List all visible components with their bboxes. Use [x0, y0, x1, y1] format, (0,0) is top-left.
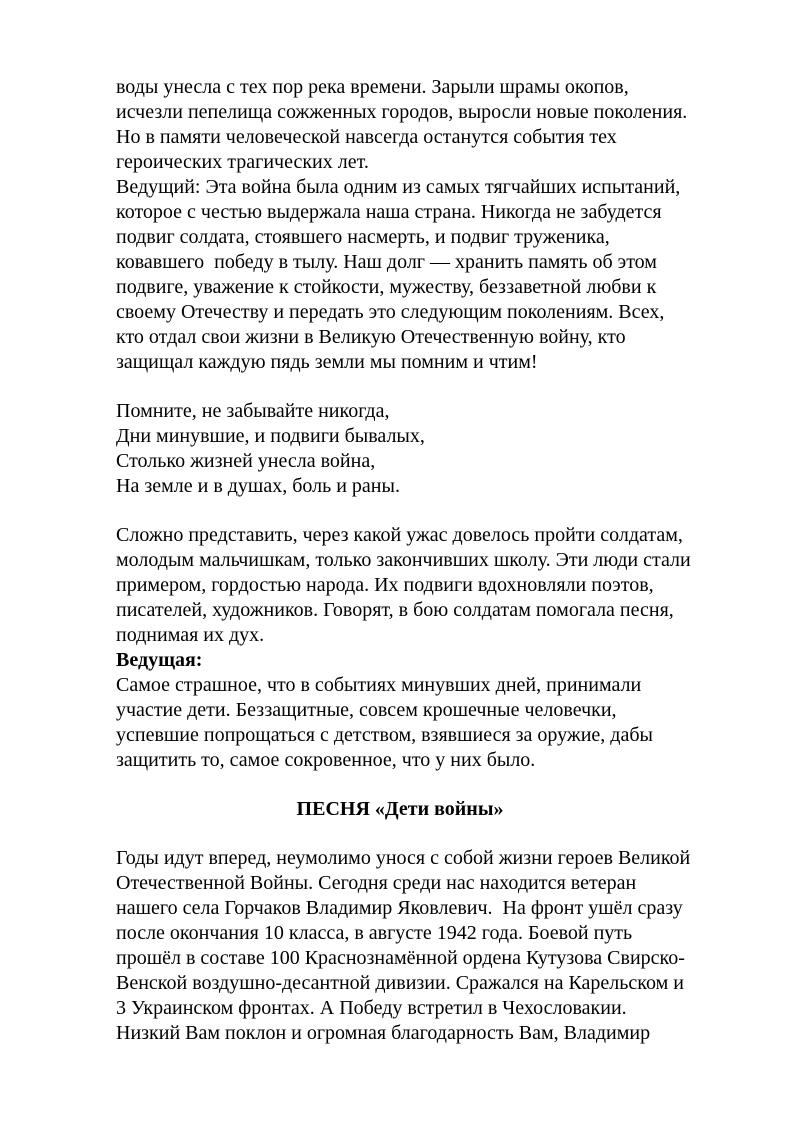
text-line: прошёл в составе 100 Краснознамённой ордена Кутузова Свирско-	[116, 947, 685, 969]
song-heading: ПЕСНЯ «Дети войны»	[296, 798, 504, 820]
text-line: защищал каждую пядь земли мы помним и чтим!	[116, 351, 538, 373]
poem-line: Дни минувшие, и подвиги бывалых,	[116, 425, 425, 447]
text-line: 3 Украинском фронтах. А Победу встретил в Чехословакии.	[116, 997, 627, 1019]
text-line: Но в памяти человеческой навсегда останутся события тех	[116, 126, 617, 148]
text-line: Отечественной Войны. Сегодня среди нас находится ветеран	[116, 872, 637, 894]
text-line: писателей, художников. Говорят, в бою солдатам помогала песня,	[116, 599, 674, 621]
text-line: Низкий Вам поклон и огромная благодарность Вам, Владимир	[116, 1022, 651, 1044]
text-line: ковавшего победу в тылу. Наш долг — хранить память об этом	[116, 251, 657, 273]
text-line: подвиг солдата, стоявшего насмерть, и подвиг труженика,	[116, 226, 610, 248]
text-line: Самое страшное, что в событиях минувших дней, принимали	[116, 674, 642, 696]
text-line: Ведущий: Эта война была одним из самых тягчайших испытаний,	[116, 176, 681, 198]
text-line: воды унесла с тех пор река времени. Зарыли шрамы окопов,	[116, 76, 629, 98]
text-line: примером, гордостью народа. Их подвиги вдохновляли поэтов,	[116, 574, 654, 596]
text-line: Венской воздушно-десантной дивизии. Сражался на Карельском и	[116, 972, 684, 994]
speaker-label: Ведущая:	[116, 649, 203, 671]
text-line: молодым мальчишкам, только закончивших школу. Эти люди стали	[116, 549, 691, 571]
poem-line: Столько жизней унесла война,	[116, 450, 376, 472]
text-line: Годы идут вперед, неумолимо унося с собой жизни героев Великой	[116, 847, 691, 869]
text-line: Сложно представить, через какой ужас довелось пройти солдатам,	[116, 524, 683, 546]
text-line: участие дети. Беззащитные, совсем крошечные человечки,	[116, 699, 617, 721]
text-line: нашего села Горчаков Владимир Яковлевич. На фронт ушёл сразу	[116, 897, 683, 919]
text-line: после окончания 10 класса, в августе 1942 года. Боевой путь	[116, 922, 633, 944]
poem-line: Помните, не забывайте никогда,	[116, 400, 390, 422]
text-line: героических трагических лет.	[116, 151, 369, 173]
text-line: защитить то, самое сокровенное, что у них было.	[116, 749, 536, 771]
text-line: успевшие попрощаться с детством, взявшиеся за оружие, дабы	[116, 724, 653, 746]
text-line: поднимая их дух.	[116, 624, 265, 646]
text-line: которое с честью выдержала наша страна. Никогда не забудется	[116, 201, 662, 223]
text-line: подвиге, уважение к стойкости, мужеству, беззаветной любви к	[116, 276, 657, 298]
text-line: своему Отечеству и передать это следующим поколениям. Всех,	[116, 301, 665, 323]
text-line: исчезли пепелища сожженных городов, выросли новые поколения.	[116, 101, 688, 123]
poem-line: На земле и в душах, боль и раны.	[116, 475, 400, 497]
text-line: кто отдал свои жизни в Великую Отечественную войну, кто	[116, 326, 626, 348]
